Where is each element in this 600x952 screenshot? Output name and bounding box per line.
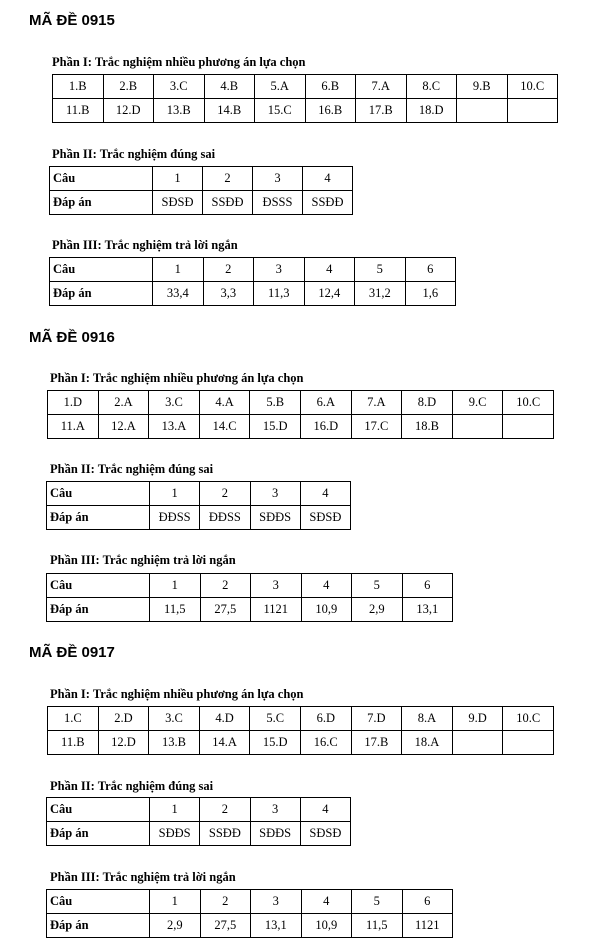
answer-cell: 14.C <box>199 415 250 439</box>
part2-answer-table <box>46 481 351 530</box>
answer-cell: 13,1 <box>251 914 302 938</box>
answer-cell: 2.A <box>98 391 149 415</box>
question-number-cell: 2 <box>200 798 250 822</box>
part2-answer-table <box>49 166 353 215</box>
answer-cell <box>457 99 508 123</box>
answer-cell <box>507 99 558 123</box>
answer-cell: SĐĐS <box>250 822 300 846</box>
answer-cell: 16.C <box>300 731 351 755</box>
answer-cell: 2.B <box>103 75 154 99</box>
part3-title: Phần III: Trắc nghiệm trả lời ngắn <box>50 553 236 567</box>
answer-cell: 33,4 <box>153 282 204 306</box>
question-number-cell: 1 <box>150 798 200 822</box>
answer-cell: 11,5 <box>352 914 403 938</box>
answer-cell: 1,6 <box>405 282 456 306</box>
answer-cell: 10,9 <box>301 598 352 622</box>
question-number-cell: 3 <box>253 167 303 191</box>
table-row <box>48 707 554 731</box>
answer-cell: 9.C <box>452 391 503 415</box>
answer-cell: 9.B <box>457 75 508 99</box>
question-number-cell: 3 <box>254 258 305 282</box>
answer-cell: SSĐĐ <box>200 822 250 846</box>
answer-cell: 1.C <box>48 707 99 731</box>
part3-title: Phần III: Trắc nghiệm trả lời ngắn <box>50 870 236 884</box>
answer-cell: 17.B <box>356 99 407 123</box>
table-row <box>53 99 558 123</box>
question-number-cell: 1 <box>153 258 204 282</box>
table-row <box>48 415 554 439</box>
answer-cell: 7.D <box>351 707 402 731</box>
answer-cell: 6.A <box>300 391 351 415</box>
table-row <box>48 731 554 755</box>
answer-cell: 2,9 <box>150 914 201 938</box>
question-number-cell: 1 <box>153 167 203 191</box>
answer-header-cell: Đáp án <box>47 822 150 846</box>
table-row <box>48 391 554 415</box>
answer-cell: 4.A <box>199 391 250 415</box>
part1-answer-table <box>52 74 558 123</box>
part1-title: Phần I: Trắc nghiệm nhiều phương án lựa chọn <box>52 55 306 69</box>
answer-cell: 13.B <box>149 731 200 755</box>
question-number-cell: 4 <box>303 167 353 191</box>
answer-cell: SĐSĐ <box>153 191 203 215</box>
answer-cell: 8.A <box>402 707 453 731</box>
answer-cell: 3,3 <box>203 282 254 306</box>
part1-title: Phần I: Trắc nghiệm nhiều phương án lựa chọn <box>50 687 304 701</box>
answer-cell: 7.A <box>351 391 402 415</box>
answer-cell: 15.D <box>250 731 301 755</box>
answer-cell: 12.D <box>103 99 154 123</box>
part1-title: Phần I: Trắc nghiệm nhiều phương án lựa chọn <box>50 371 304 385</box>
answer-cell: SSĐĐ <box>203 191 253 215</box>
answer-cell <box>503 415 554 439</box>
exam-code-title: MÃ ĐỀ 0916 <box>29 329 115 346</box>
answer-cell: 2.D <box>98 707 149 731</box>
answer-cell: 3.C <box>149 391 200 415</box>
answer-cell: 11.B <box>48 731 99 755</box>
question-number-cell: 1 <box>150 574 201 598</box>
answer-cell: 10.C <box>503 391 554 415</box>
part2-title: Phần II: Trắc nghiệm đúng sai <box>50 462 214 476</box>
table-row <box>47 798 351 822</box>
answer-cell: 18.D <box>406 99 457 123</box>
question-number-cell: 6 <box>402 890 453 914</box>
question-number-cell: 4 <box>304 258 355 282</box>
answer-cell: 12,4 <box>304 282 355 306</box>
answer-cell <box>452 415 503 439</box>
question-number-cell: 3 <box>251 574 302 598</box>
answer-cell: 11.A <box>48 415 99 439</box>
answer-cell: 10.C <box>507 75 558 99</box>
question-number-cell: 5 <box>352 574 403 598</box>
question-number-cell: 2 <box>200 482 250 506</box>
table-row <box>50 167 353 191</box>
answer-cell: 16.B <box>305 99 356 123</box>
answer-cell: SĐĐS <box>150 822 200 846</box>
answer-cell: 1.B <box>53 75 104 99</box>
question-number-cell: 5 <box>355 258 406 282</box>
part2-title: Phần II: Trắc nghiệm đúng sai <box>52 147 216 161</box>
part3-answer-table <box>49 257 456 306</box>
answer-cell: 15.C <box>255 99 306 123</box>
answer-cell: 13,1 <box>402 598 453 622</box>
question-number-cell: 2 <box>200 890 251 914</box>
answer-header-cell: Đáp án <box>50 191 153 215</box>
answer-cell: 14.A <box>199 731 250 755</box>
question-header-cell: Câu <box>50 258 153 282</box>
question-header-cell: Câu <box>47 798 150 822</box>
answer-cell <box>452 731 503 755</box>
table-row <box>47 822 351 846</box>
table-row <box>50 258 456 282</box>
answer-cell: 17.B <box>351 731 402 755</box>
answer-cell: 18.A <box>402 731 453 755</box>
part3-title: Phần III: Trắc nghiệm trả lời ngắn <box>52 238 238 252</box>
part2-answer-table <box>46 797 351 846</box>
part3-answer-table <box>46 573 453 622</box>
question-header-cell: Câu <box>47 574 150 598</box>
answer-cell: 8.C <box>406 75 457 99</box>
answer-cell: 10.C <box>503 707 554 731</box>
answer-cell: 16.D <box>300 415 351 439</box>
question-number-cell: 4 <box>300 482 350 506</box>
table-row <box>47 890 453 914</box>
answer-cell: 1.D <box>48 391 99 415</box>
exam-code-title: MÃ ĐỀ 0915 <box>29 12 115 29</box>
part1-answer-table <box>47 706 554 755</box>
question-number-cell: 5 <box>352 890 403 914</box>
answer-cell: 1121 <box>251 598 302 622</box>
answer-cell: SĐSĐ <box>300 506 350 530</box>
table-row <box>47 506 351 530</box>
answer-cell: 7.A <box>356 75 407 99</box>
table-row <box>47 574 453 598</box>
answer-cell: 11,5 <box>150 598 201 622</box>
answer-header-cell: Đáp án <box>50 282 153 306</box>
answer-cell: 3.C <box>149 707 200 731</box>
answer-cell: 17.C <box>351 415 402 439</box>
question-number-cell: 2 <box>203 258 254 282</box>
answer-cell: 18.B <box>402 415 453 439</box>
answer-cell: 12.D <box>98 731 149 755</box>
answer-cell: 6.D <box>300 707 351 731</box>
table-row <box>47 914 453 938</box>
answer-cell: SĐĐS <box>250 506 300 530</box>
answer-cell: SĐSĐ <box>300 822 350 846</box>
answer-cell: 4.D <box>199 707 250 731</box>
answer-cell: 5.C <box>250 707 301 731</box>
answer-header-cell: Đáp án <box>47 598 150 622</box>
question-header-cell: Câu <box>47 482 150 506</box>
exam-code-title: MÃ ĐỀ 0917 <box>29 644 115 661</box>
answer-header-cell: Đáp án <box>47 506 150 530</box>
answer-cell: 5.A <box>255 75 306 99</box>
answer-cell: 27,5 <box>200 914 251 938</box>
question-header-cell: Câu <box>50 167 153 191</box>
answer-cell: 4.B <box>204 75 255 99</box>
answer-cell: 14.B <box>204 99 255 123</box>
question-number-cell: 3 <box>251 890 302 914</box>
answer-cell: ĐĐSS <box>150 506 200 530</box>
question-number-cell: 3 <box>250 798 300 822</box>
question-number-cell: 4 <box>301 574 352 598</box>
answer-cell: 5.B <box>250 391 301 415</box>
answer-header-cell: Đáp án <box>47 914 150 938</box>
question-number-cell: 6 <box>405 258 456 282</box>
answer-cell: 15.D <box>250 415 301 439</box>
part3-answer-table <box>46 889 453 938</box>
part1-answer-table <box>47 390 554 439</box>
answer-cell: 10,9 <box>301 914 352 938</box>
table-row <box>47 598 453 622</box>
answer-cell: 12.A <box>98 415 149 439</box>
answer-cell: ĐĐSS <box>200 506 250 530</box>
answer-cell: 2,9 <box>352 598 403 622</box>
answer-cell <box>503 731 554 755</box>
question-number-cell: 2 <box>203 167 253 191</box>
answer-cell: 8.D <box>402 391 453 415</box>
answer-cell: 11.B <box>53 99 104 123</box>
question-number-cell: 1 <box>150 482 200 506</box>
answer-cell: 3.C <box>154 75 205 99</box>
answer-cell: 31,2 <box>355 282 406 306</box>
answer-cell: 27,5 <box>200 598 251 622</box>
table-row <box>47 482 351 506</box>
question-number-cell: 4 <box>301 890 352 914</box>
table-row <box>53 75 558 99</box>
answer-cell: 1121 <box>402 914 453 938</box>
question-number-cell: 6 <box>402 574 453 598</box>
question-header-cell: Câu <box>47 890 150 914</box>
question-number-cell: 3 <box>250 482 300 506</box>
question-number-cell: 1 <box>150 890 201 914</box>
answer-cell: 13.B <box>154 99 205 123</box>
answer-cell: ĐSSS <box>253 191 303 215</box>
answer-cell: 13.A <box>149 415 200 439</box>
part2-title: Phần II: Trắc nghiệm đúng sai <box>50 779 214 793</box>
answer-cell: 6.B <box>305 75 356 99</box>
table-row <box>50 191 353 215</box>
table-row <box>50 282 456 306</box>
question-number-cell: 4 <box>300 798 350 822</box>
answer-cell: SSĐĐ <box>303 191 353 215</box>
answer-cell: 11,3 <box>254 282 305 306</box>
question-number-cell: 2 <box>200 574 251 598</box>
answer-cell: 9.D <box>452 707 503 731</box>
